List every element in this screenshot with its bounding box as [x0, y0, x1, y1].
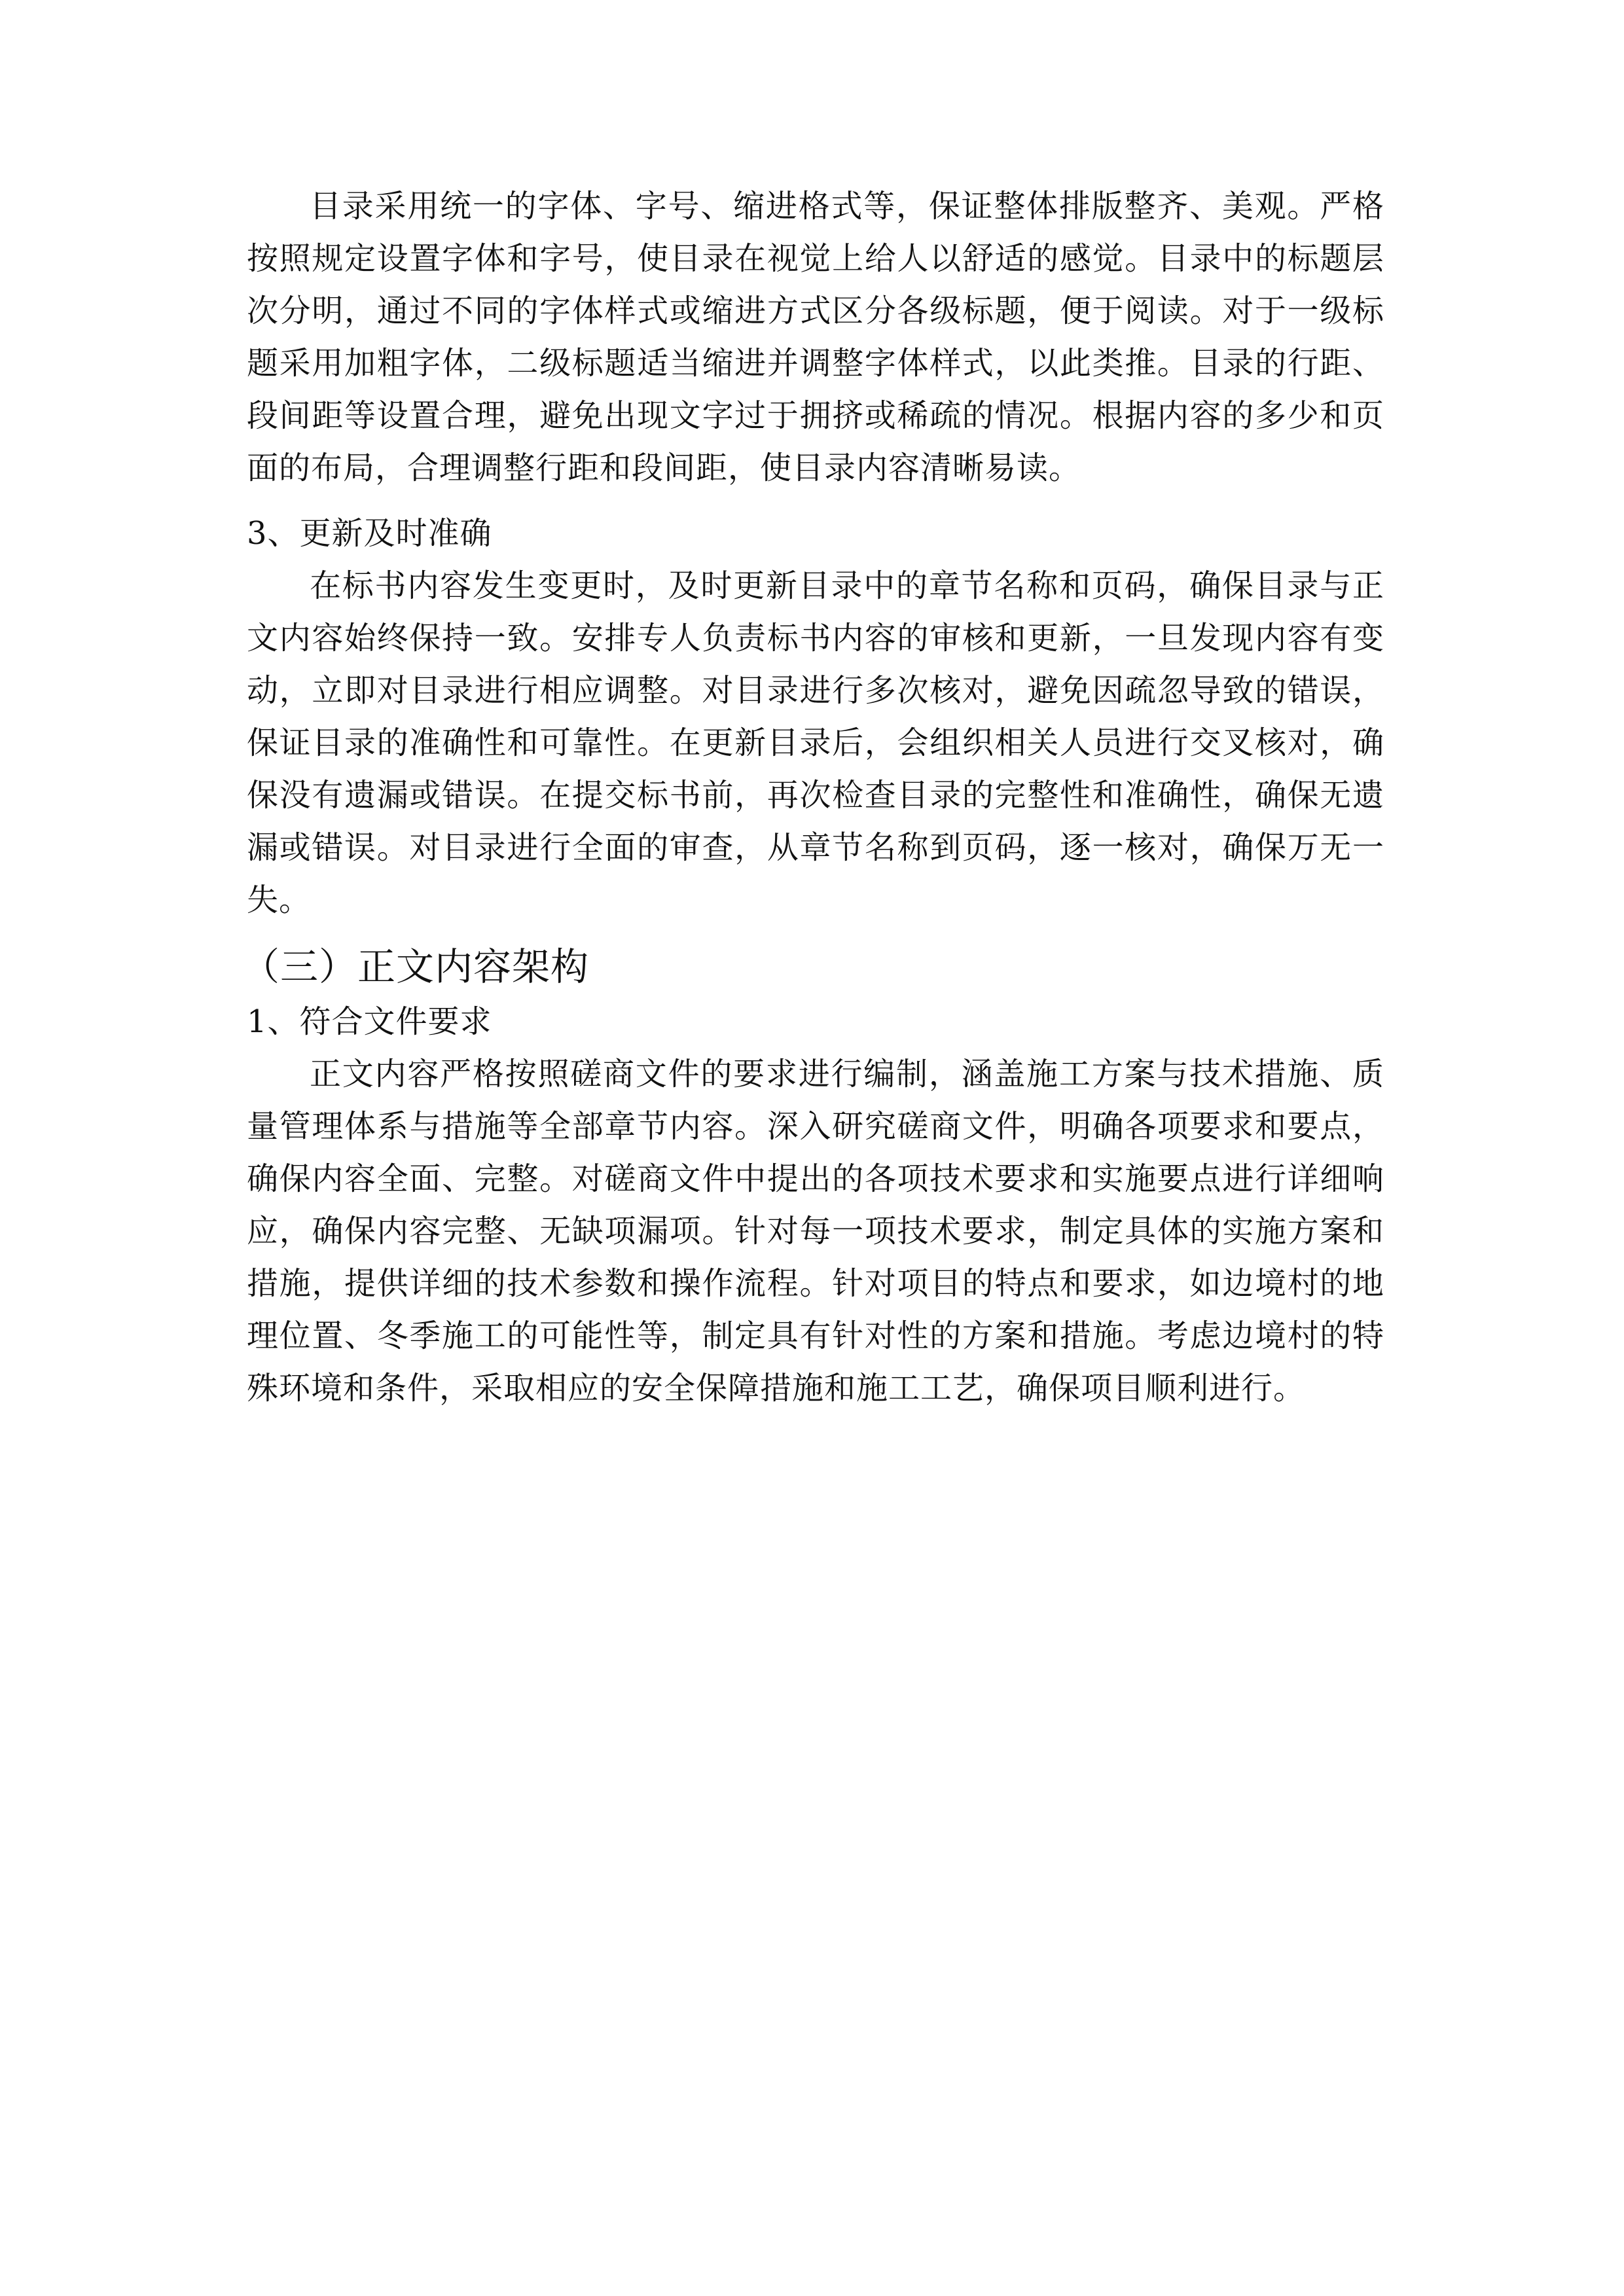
subheading-meet-requirements: 1、符合文件要求: [247, 1003, 492, 1040]
subheading-update-accuracy: 3、更新及时准确: [247, 515, 492, 552]
spacer: [247, 926, 1384, 938]
paragraph-toc-formatting: 目录采用统一的字体、字号、缩进格式等，保证整体排版整齐、美观。严格按照规定设置字体和字号，使目录在视觉上给人以舒适的感觉。目录中的标题层次分明，通过不同的字体样式或缩进方式区分各级标题，便于阅读。对于一级标题采用加粗字体，二级标题适当缩进并调整字体样式，以此类推。目录的行距、段间距等设置合理，避免出现文字过于拥挤或稀疏的情况。根据内容的多少和页面的布局，合理调整行距和段间距，使目录内容清晰易读。: [247, 188, 1384, 486]
spacer: [247, 494, 1384, 507]
document-body: [242, 180, 1384, 1414]
section-heading-body-structure: （三）正文内容架构: [242, 944, 590, 989]
paragraph-body-content: 正文内容严格按照磋商文件的要求进行编制，涵盖施工方案与技术措施、质量管理体系与措施等全部章节内容。深入研究磋商文件，明确各项要求和要点，确保内容全面、完整。对磋商文件中提出的各项技术要求和实施要点进行详细响应，确保内容完整、无缺项漏项。针对每一项技术要求，制定具体的实施方案和措施，提供详细的技术参数和操作流程。针对项目的特点和要求，如边境村的地理位置、冬季施工的可能性等，制定具有针对性的方案和措施。考虑边境村的特殊环境和条件，采取相应的安全保障措施和施工工艺，确保项目顺利进行。: [247, 1056, 1384, 1407]
paragraph-toc-update: 在标书内容发生变更时，及时更新目录中的章节名称和页码，确保目录与正文内容始终保持一致。安排专人负责标书内容的审核和更新，一旦发现内容有变动，立即对目录进行相应调整。对目录进行多次核对，避免因疏忽导致的错误，保证目录的准确性和可靠性。在更新目录后，会组织相关人员进行交叉核对，确保没有遗漏或错误。在提交标书前，再次检查目录的完整性和准确性，确保无遗漏或错误。对目录进行全面的审查，从章节名称到页码，逐一核对，确保万无一失。: [247, 567, 1384, 918]
